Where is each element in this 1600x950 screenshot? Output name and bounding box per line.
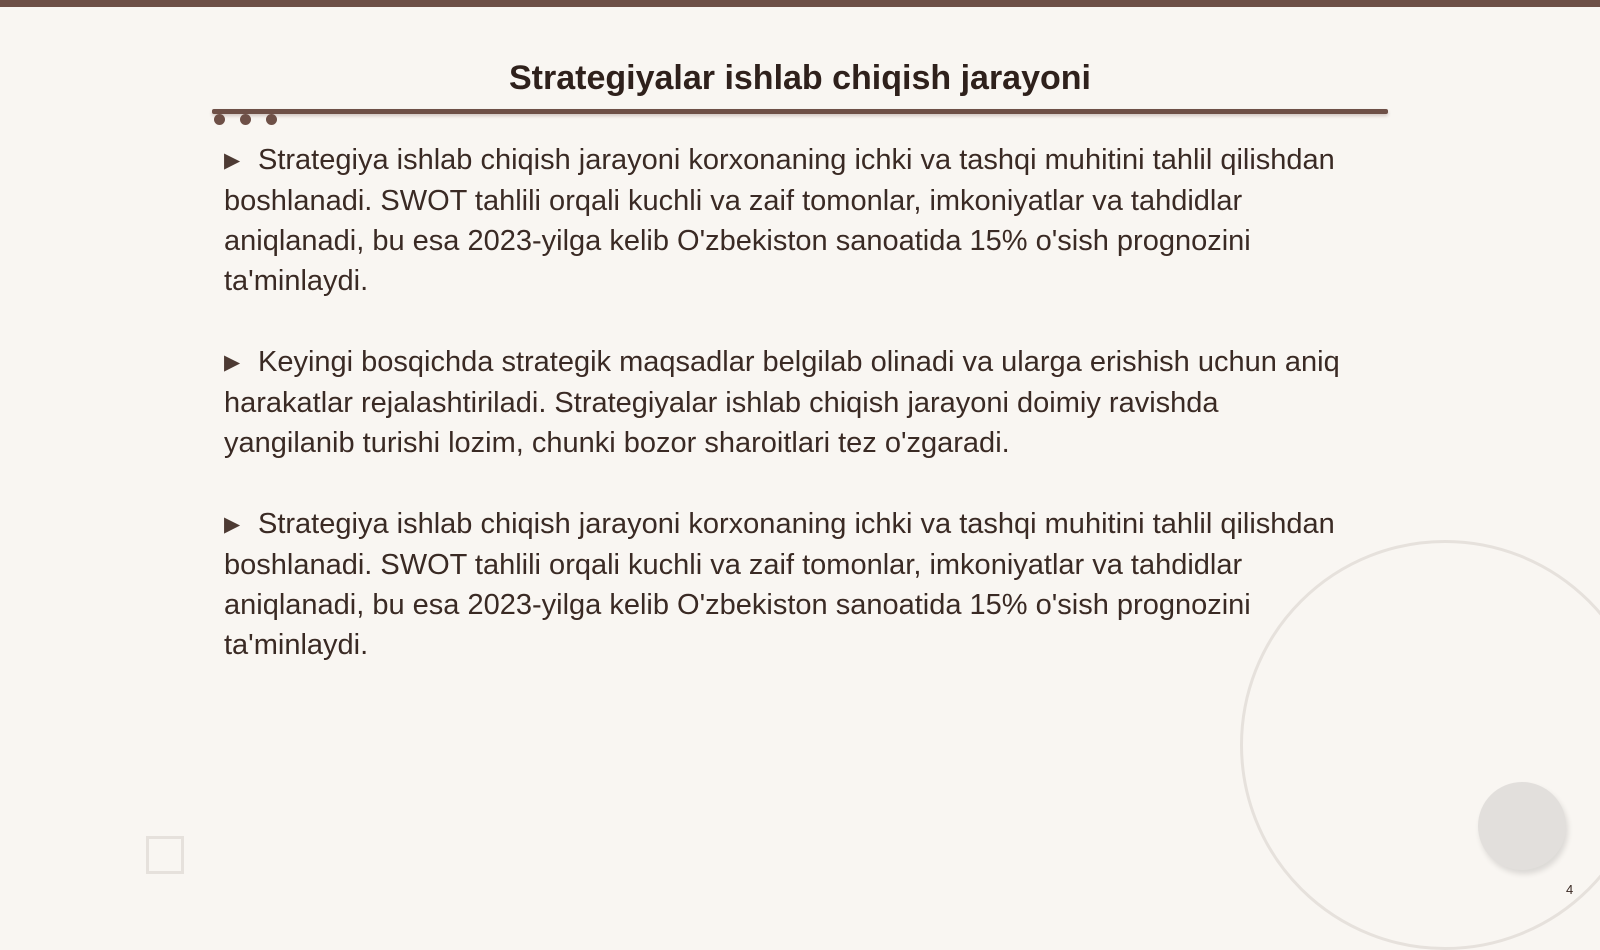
page-number: 4 [1566, 882, 1574, 897]
triangle-bullet-icon: ▶ [224, 351, 241, 374]
title-divider [212, 109, 1388, 114]
slide-title: Strategiyalar ishlab chiqish jarayoni [509, 59, 1091, 97]
decorative-circle-filled [1478, 782, 1566, 870]
triangle-bullet-icon: ▶ [224, 149, 241, 172]
bullet-item [224, 342, 1354, 463]
bullet-item [224, 504, 1354, 665]
slide-body [224, 140, 1354, 706]
bullet-item [224, 140, 1354, 301]
bullet-text: Keyingi bosqichda strategik maqsadlar belgilab olinadi va ularga erishish uchun aniq harakatlar rejalashtiriladi. Strategiyalar ishlab chiqish jarayoni doimiy ravishda yangilanib turishi lozim, chunki bozor sharoitlari tez o'zgaradi. [224, 346, 1340, 459]
divider-dot [214, 114, 225, 125]
bullet-text: Strategiya ishlab chiqish jarayoni korxonaning ichki va tashqi muhitini tahlil qilishdan boshlanadi. SWOT tahlili orqali kuchli va zaif tomonlar, imkoniyatlar va tahdidlar aniqlanadi, bu esa 2023-yilga kelib O'zbekiston sanoatida 15% o'sish prognozini ta'minlaydi. [224, 508, 1335, 661]
divider-dot [240, 114, 251, 125]
bullet-text: Strategiya ishlab chiqish jarayoni korxonaning ichki va tashqi muhitini tahlil qilishdan boshlanadi. SWOT tahlili orqali kuchli va zaif tomonlar, imkoniyatlar va tahdidlar aniqlanadi, bu esa 2023-yilga kelib O'zbekiston sanoatida 15% o'sish prognozini ta'minlaydi. [224, 144, 1335, 297]
top-accent-bar [0, 0, 1600, 7]
divider-dot [266, 114, 277, 125]
decorative-square-outline [146, 836, 184, 874]
triangle-bullet-icon: ▶ [224, 513, 241, 536]
